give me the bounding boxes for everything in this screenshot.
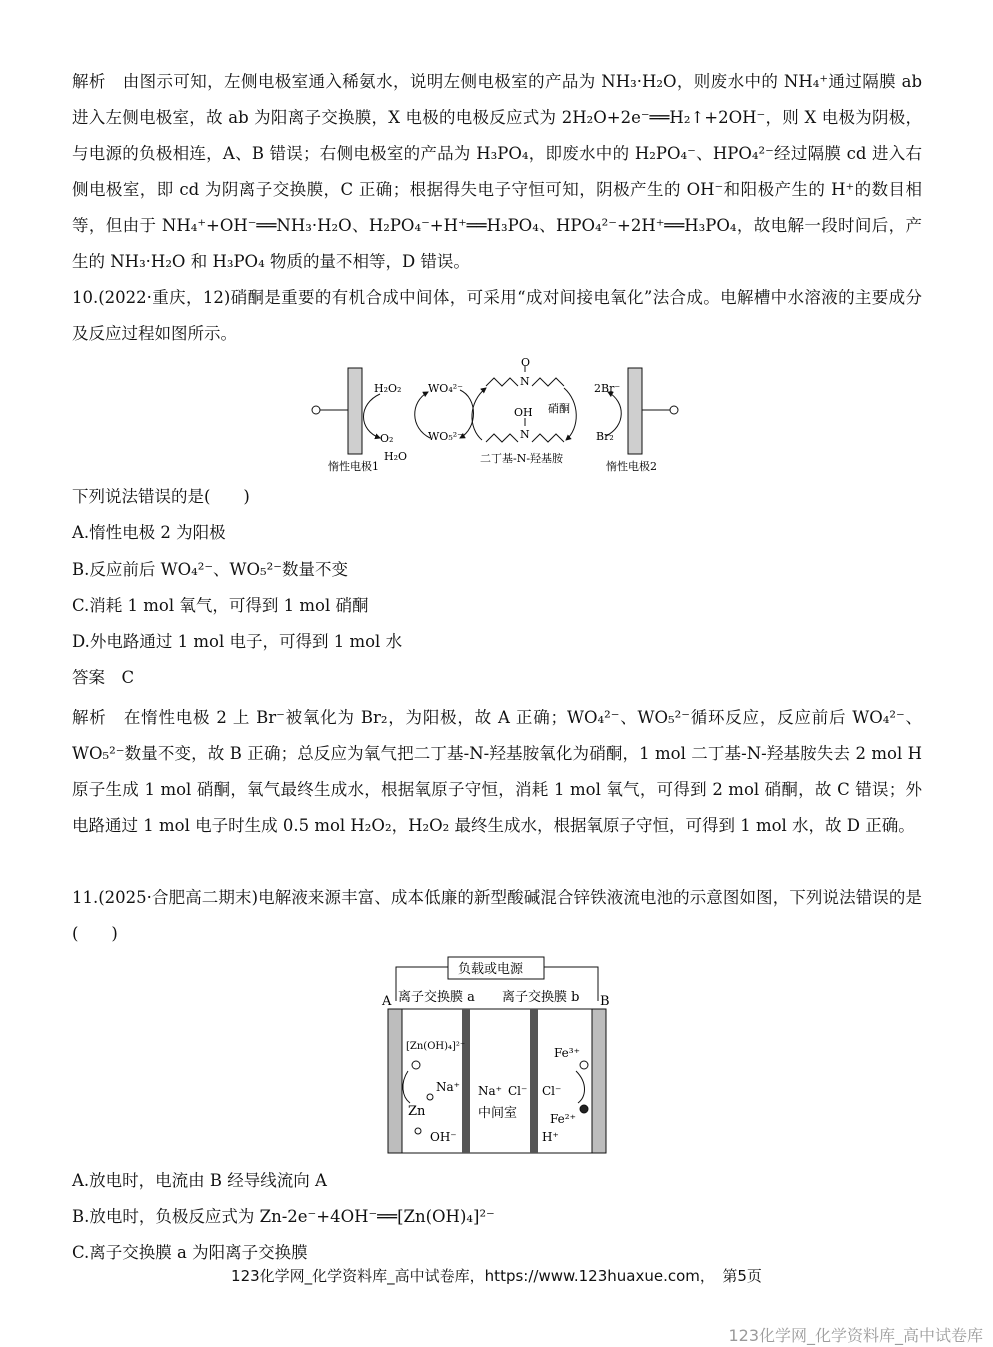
fe2-label: Fe²⁺: [550, 1112, 576, 1126]
h-label: H⁺: [542, 1130, 559, 1144]
analysis-text: 在惰性电极 2 上 Br⁻被氧化为 Br₂，为阳极，故 A 正确；WO₄²⁻、WO₅²⁻循环反应，反应前后 WO₄²⁻、WO₅²⁻数量不变，故 B 正确；总反应为氧气把二丁基-N-羟基胺氧化为硝酮，1 mol 二丁基-N-羟基胺失去 2 mol H 原子生成 1 mol 硝酮，氧气最终生成水，根据氧原子守恒，消耗 1 mol 氧气，可得到 2 mol 硝酮，故 C 错误；外电路通过 1 mol 电子时生成 0.5 mol H₂O₂，H₂O₂ 最终生成水，根据氧原子守恒，可得到 1 mol 水，故 D 正确。: [72, 708, 923, 835]
nitrone-label: 硝酮: [548, 402, 570, 415]
terminal-right-icon: [670, 406, 678, 414]
membrane-b: [530, 1009, 538, 1153]
particle-icon: [415, 1128, 421, 1134]
membrane-a-label: 离子交换膜 a: [398, 990, 475, 1005]
na-left-label: Na⁺: [436, 1080, 460, 1094]
fe3-label: Fe³⁺: [554, 1046, 580, 1060]
zincate-icon: [412, 1061, 420, 1069]
q10-option-c: C.消耗 1 mol 氧气，可得到 1 mol 硝酮: [72, 596, 369, 615]
nitrogen-bottom: N: [520, 428, 530, 441]
oh-label: OH⁻: [430, 1130, 457, 1144]
cycle-arrow-1: [364, 394, 381, 438]
zincate-label: [Zn(OH)₄]²⁻: [406, 1041, 466, 1052]
membrane-b-label: 离子交换膜 b: [502, 990, 580, 1005]
zn-label: Zn: [408, 1104, 426, 1119]
q10-answer: 答案 C: [72, 668, 135, 687]
q10-option-b: B.反应前后 WO₄²⁻、WO₅²⁻数量不变: [72, 560, 348, 579]
cl-middle-label: Cl⁻: [508, 1084, 528, 1098]
question-11-stem: 11.(2025·合肥高二期末)电解液来源丰富、成本低廉的新型酸碱混合锌铁液流电池的示意图如图，下列说法错误的是( ): [72, 888, 922, 943]
analysis-q9: [72, 64, 922, 280]
hydroxylamine-label: 二丁基-N-羟基胺: [480, 452, 564, 465]
electrode-1-label: 惰性电极1: [328, 460, 379, 473]
analysis-text: 由图示可知，左侧电极室通入稀氨水，说明左侧电极室的产品为 NH₃·H₂O，则废水中的 NH₄⁺通过隔膜 ab 进入左侧电极室，故 ab 为阳离子交换膜，X 电极的电极反应式为 2H₂O+2e⁻══H₂↑+2OH⁻，则 X 电极为阴极，与电源的负极相连，A、B 错误；右侧电极室的产品为 H₃PO₄，即废水中的 H₂PO₄⁻、HPO₄²⁻经过隔膜 cd 进入右侧电极室，即 cd 为阴离子交换膜，C 正确；根据得失电子守恒可知，阴极产生的 OH⁻和阳极产生的 H⁺的数目相等，但由于 NH₄⁺+OH⁻══NH₃·H₂O、H₂PO₄⁻+H⁺══H₃PO₄、HPO₄²⁻+2H⁺══H₃PO₄，故电解一段时间后，产生的 NH₃·H₂O 和 H₃PO₄ 物质的量不相等，D 错误。: [72, 72, 923, 271]
amine-chain-right: [532, 434, 564, 442]
h2o2-label: H₂O₂: [374, 382, 402, 395]
h2o-label: H₂O: [384, 450, 408, 463]
analysis-label: 解析: [72, 72, 106, 91]
nitrogen-top: N: [520, 375, 530, 388]
bromine-label: Br₂: [596, 430, 614, 443]
page-footer: 123化学网_化学资料库_高中试卷库，https://www.123huaxue.com， 第5页: [231, 1267, 762, 1285]
electrode-b: [592, 1009, 606, 1153]
oxygen-atom: O: [521, 358, 531, 369]
electrode-2-label: 惰性电极2: [606, 460, 657, 473]
inert-electrode-2: [628, 368, 642, 454]
middle-chamber-label: 中间室: [478, 1106, 518, 1121]
inert-electrode-1: [348, 368, 362, 454]
terminal-b-label: B: [600, 994, 610, 1009]
q11-option-c: C.离子交换膜 a 为阳离子交换膜: [72, 1243, 308, 1262]
terminal-left-icon: [312, 406, 320, 414]
bromide-label: 2Br⁻: [594, 382, 621, 395]
question-10-stem: 10.(2022·重庆，12)硝酮是重要的有机合成中间体，可采用“成对间接电氧化”法合成。电解槽中水溶液的主要成分及反应过程如图所示。: [72, 288, 922, 343]
watermark: 123化学网_化学资料库_高中试卷库: [728, 1326, 983, 1345]
o2-label: O₂: [380, 432, 394, 445]
analysis-label: 解析: [72, 708, 107, 727]
amine-chain-left: [486, 434, 518, 442]
cycle-arrow-4: [472, 388, 486, 440]
particle-icon: [427, 1094, 433, 1100]
electrode-a: [388, 1009, 402, 1153]
nitrone-chain-left: [486, 378, 518, 386]
q10-option-d: D.外电路通过 1 mol 电子，可得到 1 mol 水: [72, 632, 403, 651]
fe3-icon: [580, 1061, 588, 1069]
q11-option-a: A.放电时，电流由 B 经导线流向 A: [72, 1171, 327, 1190]
electrolysis-diagram: [310, 358, 682, 476]
load-label: 负载或电源: [458, 962, 524, 977]
cl-right-label: Cl⁻: [542, 1084, 562, 1098]
terminal-a-label: A: [382, 994, 392, 1009]
question-10-prompt: 下列说法错误的是( ): [72, 487, 250, 506]
flow-battery-diagram: [378, 953, 618, 1159]
q11-option-b: B.放电时，负极反应式为 Zn-2e⁻+4OH⁻══[Zn(OH)₄]²⁻: [72, 1207, 495, 1226]
membrane-a: [462, 1009, 470, 1153]
analysis-q10: [72, 700, 922, 844]
nitrone-chain-right: [532, 378, 564, 386]
na-middle-label: Na⁺: [478, 1084, 502, 1098]
q10-option-a: A.惰性电极 2 为阳极: [72, 523, 226, 542]
hydroxyl: OH: [514, 406, 533, 419]
wo5-label: WO₅²⁻: [428, 430, 463, 443]
fe2-icon: [580, 1105, 588, 1113]
wo4-label: WO₄²⁻: [428, 382, 463, 395]
